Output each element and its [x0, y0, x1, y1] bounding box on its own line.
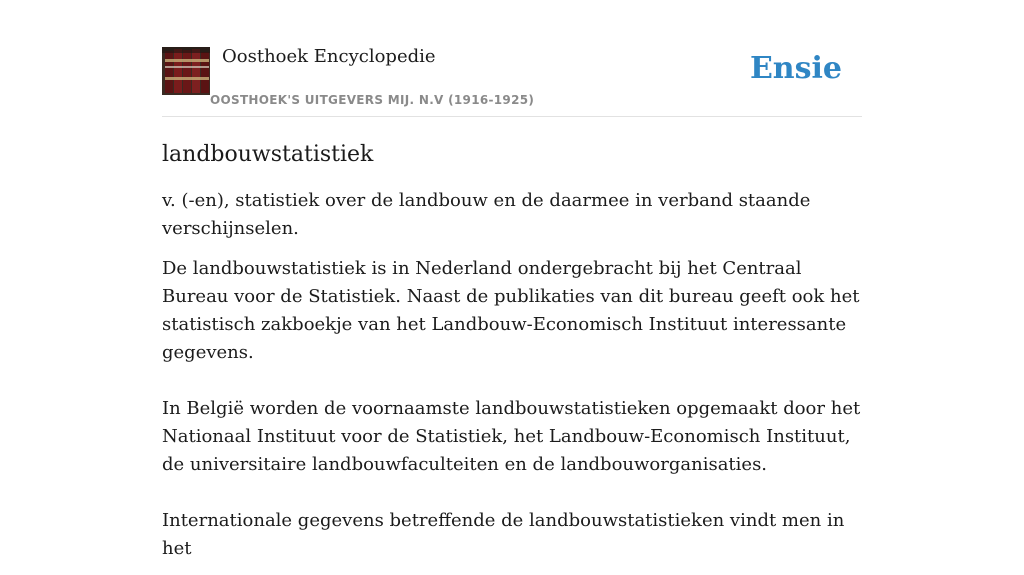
- entry-paragraph: Internationale gegevens betreffende de landbouwstatistieken vindt men in het: [162, 510, 845, 559]
- publisher-label: OOSTHOEK'S UITGEVERS MIJ. N.V (1916-1925): [210, 93, 535, 107]
- entry-headword: landbouwstatistiek: [162, 142, 374, 167]
- encyclopedia-books-icon[interactable]: [162, 47, 210, 95]
- entry-definition: v. (-en), statistiek over de landbouw en de daarmee in verband staande verschijnselen.: [162, 190, 811, 239]
- entry-content: [162, 140, 862, 575]
- entry-paragraph: De landbouwstatistiek is in Nederland ondergebracht bij het Centraal Bureau voor de Statistiek. Naast de publikaties van dit bureau geeft ook het statistisch zakboekje van het Landbouw-Economisch Instituut interessante gegevens.: [162, 258, 860, 363]
- book-title[interactable]: Oosthoek Encyclopedie: [222, 46, 436, 67]
- header: [162, 46, 862, 117]
- entry-paragraph: In België worden de voornaamste landbouwstatistieken opgemaakt door het Nationaal Instituut voor de Statistiek, het Landbouw-Economisch Instituut, de universitaire landbouwfaculteiten en de landbouworganisaties.: [162, 398, 861, 475]
- brand-logo[interactable]: Ensie: [749, 51, 842, 86]
